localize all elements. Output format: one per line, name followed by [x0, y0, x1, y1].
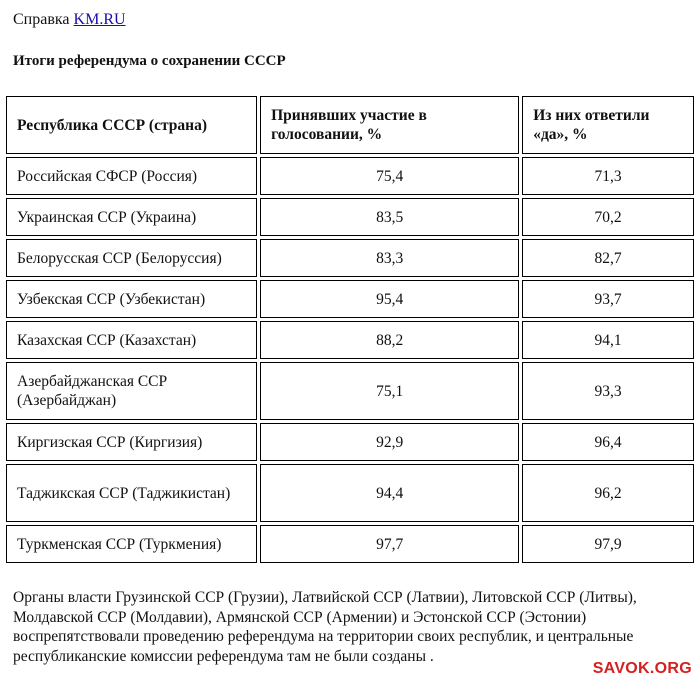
turnout-cell: 88,2	[260, 321, 519, 359]
turnout-cell: 95,4	[260, 280, 519, 318]
republic-cell: Украинская ССР (Украина)	[6, 198, 257, 236]
turnout-cell: 83,5	[260, 198, 519, 236]
table-row	[6, 362, 694, 420]
yes-cell: 94,1	[522, 321, 694, 359]
turnout-cell: 75,1	[260, 362, 519, 420]
source-prefix: Справка	[13, 11, 70, 28]
table-row	[6, 157, 694, 195]
source-line	[13, 11, 126, 29]
table-row	[6, 525, 694, 563]
republic-cell: Азербайджанская ССР (Азербайджан)	[6, 362, 257, 420]
turnout-cell: 83,3	[260, 239, 519, 277]
yes-cell: 70,2	[522, 198, 694, 236]
yes-cell: 96,4	[522, 423, 694, 461]
turnout-cell: 94,4	[260, 464, 519, 522]
referendum-results-table	[3, 93, 697, 566]
page-title: Итоги референдума о сохранении СССР	[13, 53, 286, 69]
turnout-cell: 92,9	[260, 423, 519, 461]
republic-cell: Таджикская ССР (Таджикистан)	[6, 464, 257, 522]
turnout-cell: 75,4	[260, 157, 519, 195]
yes-cell: 97,9	[522, 525, 694, 563]
table-header-row	[6, 96, 694, 154]
table-row	[6, 239, 694, 277]
republic-cell: Узбекская ССР (Узбекистан)	[6, 280, 257, 318]
republic-cell: Белорусская ССР (Белоруссия)	[6, 239, 257, 277]
header-yes: Из них ответили «да», %	[522, 96, 694, 154]
table-row	[6, 464, 694, 522]
table-row	[6, 280, 694, 318]
yes-cell: 93,7	[522, 280, 694, 318]
table-row	[6, 321, 694, 359]
yes-cell: 71,3	[522, 157, 694, 195]
header-republic: Республика СССР (страна)	[6, 96, 257, 154]
watermark: SAVOK.ORG	[592, 660, 692, 677]
table-row	[6, 423, 694, 461]
republic-cell: Российская СФСР (Россия)	[6, 157, 257, 195]
yes-cell: 96,2	[522, 464, 694, 522]
yes-cell: 82,7	[522, 239, 694, 277]
header-turnout: Принявших участие в голосовании, %	[260, 96, 519, 154]
yes-cell: 93,3	[522, 362, 694, 420]
republic-cell: Туркменская ССР (Туркмения)	[6, 525, 257, 563]
republic-cell: Киргизская ССР (Киргизия)	[6, 423, 257, 461]
turnout-cell: 97,7	[260, 525, 519, 563]
footnote-paragraph: Органы власти Грузинской ССР (Грузии), Латвийской ССР (Латвии), Литовской ССР (Литвы), Молдавской ССР (Молдавии), Армянской ССР (Армении) и Эстонской ССР (Эстонии) воспрепятствовали проведению референдума на территории своих республик, и центральные республиканские комиссии референдума там не были созданы .	[13, 589, 637, 665]
table-row	[6, 198, 694, 236]
republic-cell: Казахская ССР (Казахстан)	[6, 321, 257, 359]
source-link[interactable]: KM.RU	[73, 11, 126, 28]
